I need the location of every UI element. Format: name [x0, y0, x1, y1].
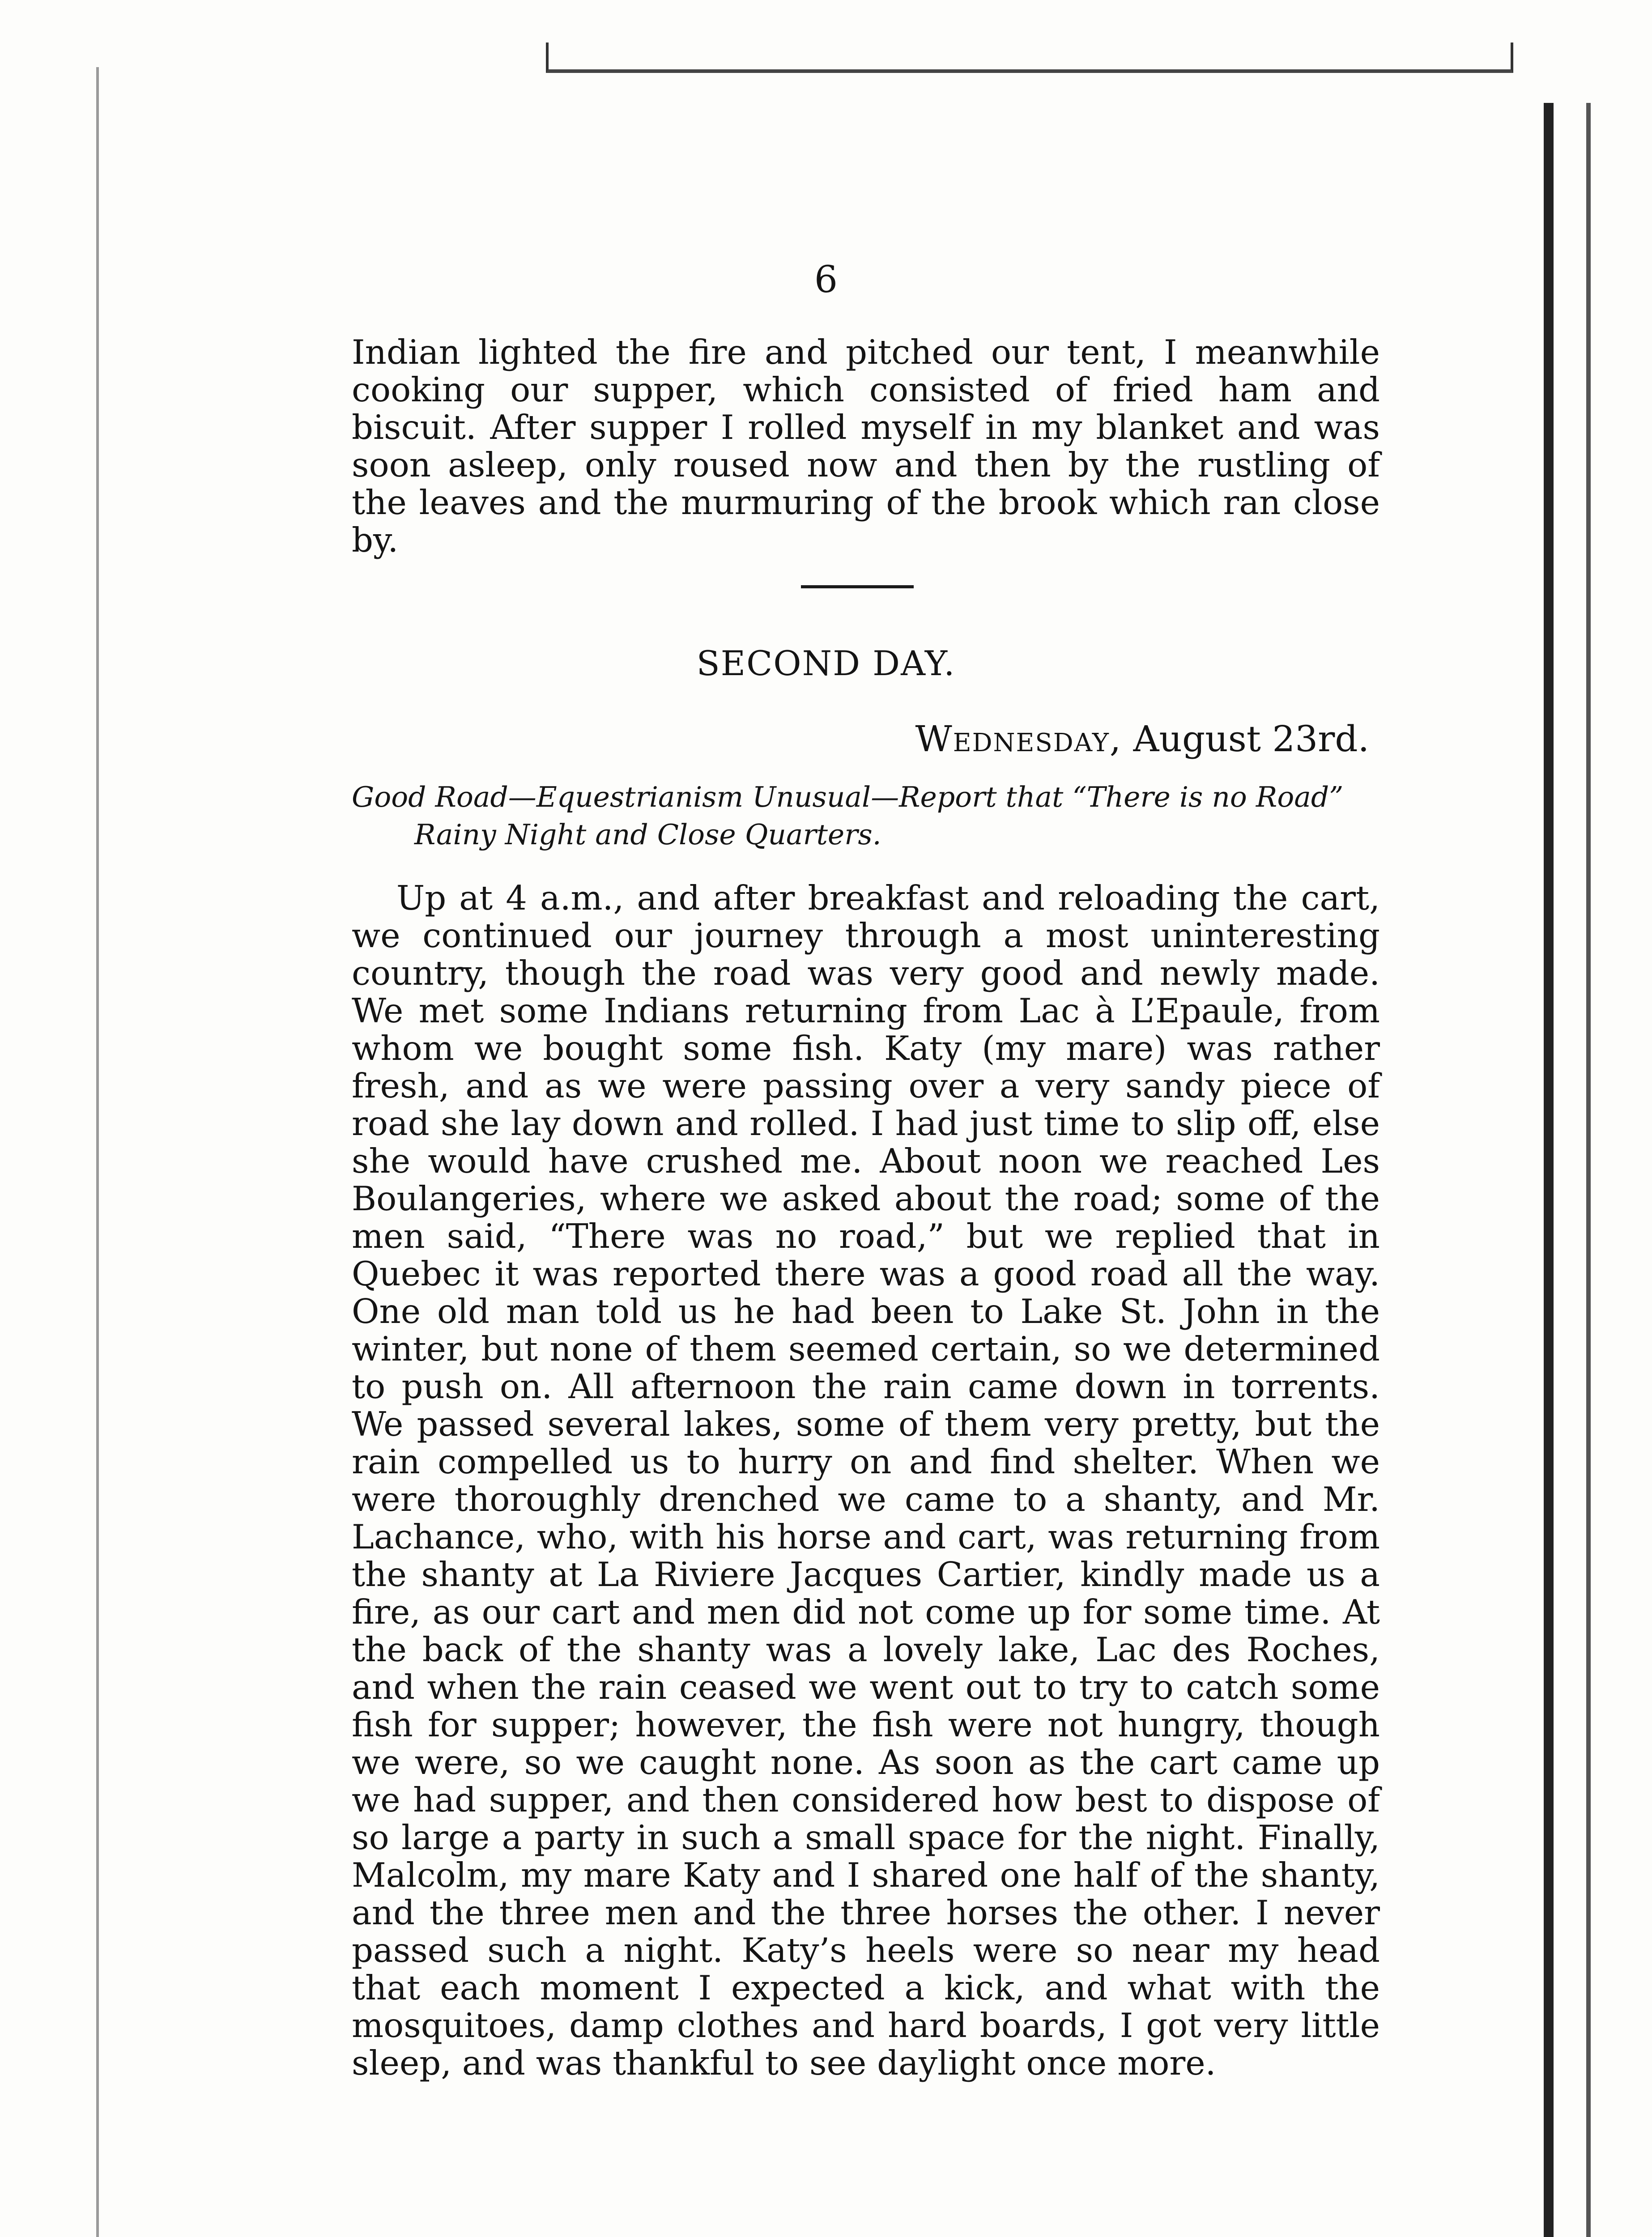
scan-left-edge	[96, 67, 99, 2237]
paragraph-1	[352, 333, 1380, 559]
summary-line-2: Rainy Night and Close Quarters.	[414, 818, 881, 851]
date-line	[877, 718, 1369, 760]
scan-right-strip	[1586, 103, 1591, 2237]
paragraph-2-text: Up at 4 a.m., and after breakfast and reloading the cart, we continued our journey through a most uninteresting country, though the road was very good and newly made. We met some Indians returning from Lac à L’Epaule, from whom we bought some fish. Katy (my mare) was rather fresh, and as we were passing over a very sandy piece of road she lay down and rolled. I had just time to slip off, else she would have crushed me. About noon we reached Les Boulangeries, where we asked about the road; some of the men said, “There was no road,” but we replied that in Quebec it was reported there was a good road all the way. One old man told us he had been to Lake St. John in the winter, but none of them seemed certain, so we determined to push on. All afternoon the rain came down in torrents. We passed several lakes, some of them very pretty, but the rain compelled us to hurry on and find shelter. When we were thoroughly drenched we came to a shanty, and Mr. Lachance, who, with his horse and cart, was returning from the shanty at La Riviere Jacques Cartier, kindly made us a fire, as our cart and men did not come up for some time. At the back of the shanty was a lovely lake, Lac des Roches, and when the rain ceased we went out to try to catch some fish for supper; however, the fish were not hungry, though we were, so we caught none. As soon as the cart came up we had supper, and then considered how best to dispose of so large a party in such a small space for the night. Finally, Malcolm, my mare Katy and I shared one half of the shanty, and the three men and the three horses the other. I never passed such a night. Katy’s heels were so near my head that each moment I expected a kick, and what with the mosquitoes, damp clothes and hard boards, I got very little sleep, and was thankful to see daylight once more.	[352, 878, 1380, 2083]
page-number: 6	[814, 259, 838, 301]
date-weekday: Wednesday,	[915, 718, 1122, 760]
section-divider-rule	[801, 585, 914, 588]
date-rest: August 23rd.	[1133, 718, 1369, 760]
paragraph-2	[352, 879, 1380, 2082]
scan-right-edge	[1544, 103, 1554, 2237]
summary-line-1: Good Road—Equestrianism Unusual—Report that “There is no Road”	[352, 781, 1344, 813]
paragraph-1-text: Indian lighted the fire and pitched our tent, I meanwhile cooking our supper, which consisted of fried ham and biscuit. After supper I rolled myself in my blanket and was soon asleep, only roused now and then by the rustling of the leaves and the murmuring of the brook which ran close by.	[352, 332, 1380, 560]
scan-top-border	[546, 43, 1513, 73]
chapter-summary	[352, 778, 1380, 854]
section-heading: SECOND DAY.	[696, 643, 956, 683]
